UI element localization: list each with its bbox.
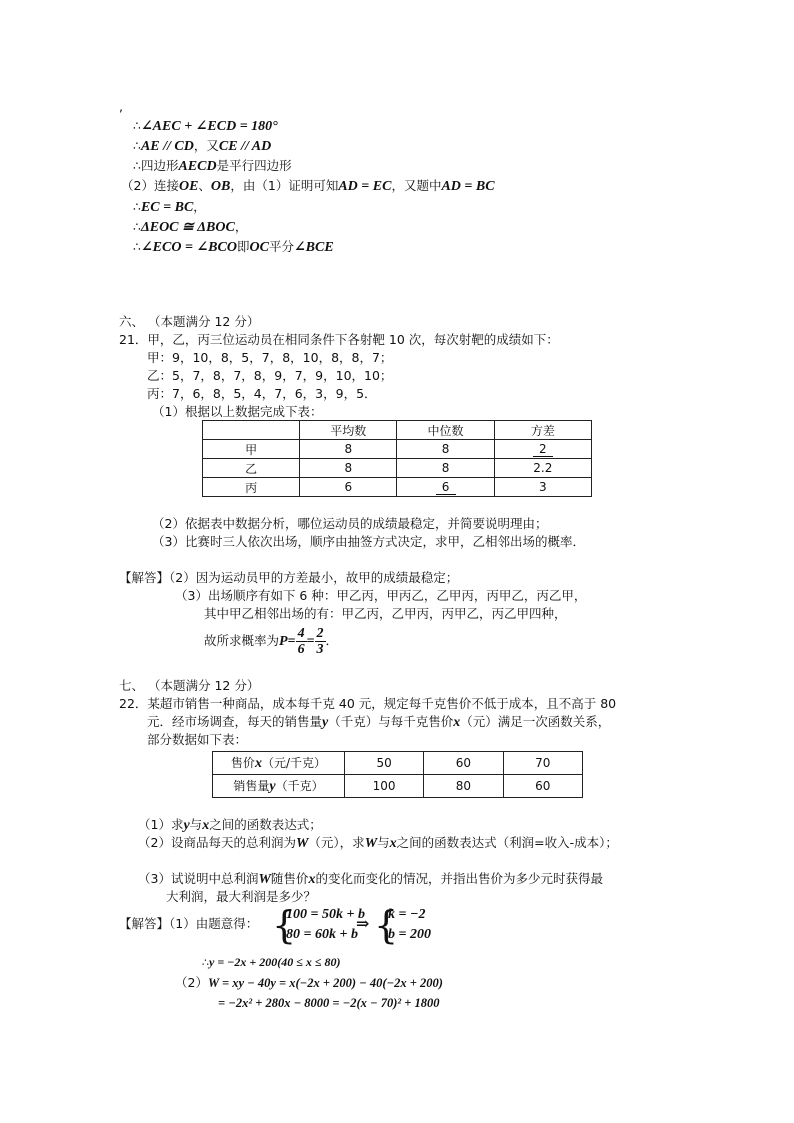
table-cell: 60 [424,752,503,775]
math-expr: y [269,779,276,794]
math-expr: ΔEOC ≅ ΔBOC [140,220,235,235]
proof-line-7 [133,238,334,257]
answer-22-part-2 [175,974,443,992]
therefore-symbol: ∴ [133,199,141,214]
math-expr: ∠AEC + ∠ECD = 180° [140,119,278,134]
table-cell: 8 [300,459,397,478]
fraction [296,626,307,657]
proof-line-3 [133,157,292,176]
math-expr: W = xy − 40y = x(−2x + 200) − 40(−2x + 200) [207,976,443,990]
table-row [213,752,583,775]
left-brace-2: { [374,903,399,947]
math-expr: W [364,836,378,851]
sub-question-1: （1）根据以上数据完成下表： [152,404,323,419]
question-22-line-2 [147,713,610,732]
math-expr: EC = BC [140,200,194,215]
text: 售价 [230,756,255,770]
proof-line-1 [133,117,278,136]
question-22-sub-3 [138,870,603,889]
section-7-heading: 七、 （本题满分 12 分） [119,678,260,693]
answer-22-result [202,953,340,972]
answer-22-line-1 [119,915,258,933]
math-expr: x [308,872,316,887]
text: （元），求 [308,835,365,850]
math-expr: OE [178,179,199,194]
math-expr: ∠ECO = ∠BCO [140,240,237,255]
numerator: 4 [297,626,305,641]
text: 与 [377,835,390,850]
math-expr: x [254,756,262,771]
text: （2）连接 [121,178,179,193]
text: 随售价 [270,871,309,886]
question-22-line-1: 22．某超市销售一种商品，成本每千克 40 元，规定每千克售价不低于成本，且不高于 80 [119,696,617,711]
math-expr: ∠BCE [293,240,334,255]
left-brace-1: { [272,903,297,947]
table-cell: 2.2 [494,459,591,478]
text: 之间的函数表达式（利润=收入-成本）； [396,835,618,850]
math-expr: OC [249,240,269,255]
math-expr: CE // AD [218,139,272,154]
answer-label: 【解答】 [119,916,170,931]
table-row-label [213,775,345,798]
table-header-mean: 平均数 [300,421,397,440]
text: （2） [175,975,208,990]
text: 之间的函数表达式； [209,817,322,832]
question-22-sub-3-cont: 大利润，最大利润是多少？ [166,889,317,904]
table-cell [494,440,591,459]
text: （1）由题意得： [169,916,259,931]
sales-table [212,751,583,798]
answer-21-line-1 [119,569,458,587]
text: （2）设商品每天的总利润为 [138,835,296,850]
table-header-row [203,421,592,440]
answer-22-part-2-line-2: = −2x² + 280x − 8000 = −2(x − 70)² + 1800 [218,996,440,1010]
text: ，由（1）证明可知 [230,178,339,193]
system-eq-1: 100 = 50k + b [286,907,365,922]
text: 故所求概率为 [204,633,280,648]
text: （1）求 [138,817,184,832]
system-eq-2: 80 = 60k + b [286,927,358,942]
proof-line-4 [121,177,495,196]
text: （3）试说明中总利润 [138,871,259,886]
table-cell [203,421,300,440]
table-cell: 8 [397,440,494,459]
answer-text: （2）因为运动员甲的方差最小，故甲的成绩最稳定； [169,570,459,585]
stray-mark: , [119,99,123,114]
data-yi: 乙：5，7，8，7，8，9，7，9，10，10； [147,368,393,383]
question-22-sub-2 [138,834,618,853]
text: （元）满足一次函数关系， [460,714,611,729]
math-expr: x [389,836,397,851]
math-expr: x [202,818,210,833]
math-expr: AD = EC [338,179,392,194]
text: ，又 [193,138,219,153]
denominator: 3 [316,642,324,657]
therefore-symbol: ∴ [133,219,141,234]
question-22-sub-1 [138,816,322,835]
stats-table [202,420,592,497]
text: （元/千克） [261,756,326,770]
proof-line-2 [133,137,271,156]
table-cell [397,478,494,497]
proof-line-6 [133,218,247,237]
text: ， [193,199,206,214]
math-expr: W [295,836,309,851]
math-expr: = [287,634,296,649]
answer-blank: 6 [436,480,456,495]
numerator: 2 [316,626,324,641]
text: ， [234,219,248,234]
table-cell: 100 [344,775,423,798]
table-cell: 甲 [203,440,300,459]
table-header-variance: 方差 [494,421,591,440]
answer-blank: 2 [533,442,553,457]
table-cell: 50 [344,752,423,775]
data-jia: 甲：9，10，8，5，7，8，10，8，8，7； [147,350,393,365]
math-expr: OB [210,179,231,194]
data-bing: 丙：7，6，8，5，4，7，6，3，9，5． [147,386,377,401]
text: （千克） [275,779,324,793]
math-expr: P [279,634,288,649]
fraction [315,626,326,657]
therefore-symbol: ∴ [202,956,209,969]
table-cell: 乙 [203,459,300,478]
table-cell: 80 [424,775,503,798]
text: 、 [198,178,211,193]
math-expr: y = −2x + 200(40 ≤ x ≤ 80) [209,955,341,969]
table-row-label [213,752,345,775]
text: 销售量 [233,779,270,793]
text: 元．经市场调查，每天的销售量 [147,714,323,729]
table-header-median: 中位数 [397,421,494,440]
text: 平分 [268,239,294,254]
text: （千克）与每千克售价 [328,714,454,729]
math-expr: W [258,872,271,887]
therefore-symbol: ∴ [133,239,141,254]
table-cell: 8 [300,440,397,459]
text: 的变化而变化的情况，并指出售价为多少元时获得最 [315,871,603,886]
therefore-symbol: ∴ [133,118,141,133]
table-cell: 70 [503,752,582,775]
sub-question-3: （3）比赛时三人依次出场，顺序由抽签方式决定，求甲，乙相邻出场的概率． [152,534,585,549]
denominator: 6 [297,642,305,657]
table-cell: 3 [494,478,591,497]
math-expr: y [183,818,190,833]
text: 即 [236,239,250,254]
table-row [203,478,592,497]
table-cell: 6 [300,478,397,497]
text: ． [325,633,339,648]
math-expr: AE // CD [140,139,194,154]
section-6-heading: 六、 （本题满分 12 分） [119,314,260,329]
math-expr: AECD [178,159,217,174]
sub-question-2: （2）依据表中数据分析，哪位运动员的成绩最稳定，并简要说明理由； [152,516,548,531]
text: ，又题中 [391,178,442,193]
answer-label: 【解答】 [119,570,170,585]
math-expr: x [453,715,461,730]
table-cell: 丙 [203,478,300,497]
text: 与 [189,817,203,832]
table-row [203,440,592,459]
answer-21-line-3: 其中甲乙相邻出场的有：甲乙丙，乙甲丙，丙甲乙，丙乙甲四种， [204,606,567,621]
math-expr: AD = BC [441,179,495,194]
table-row [203,459,592,478]
probability-line [204,626,338,657]
text: 是平行四边形 [216,158,292,173]
question-22-line-3: 部分数据如下表： [147,732,248,747]
therefore-symbol: ∴ [133,138,141,153]
table-cell: 60 [503,775,582,798]
table-row [213,775,583,798]
proof-line-5 [133,198,206,217]
math-expr: y [322,715,329,730]
implies-symbol: ⇒ [356,916,370,933]
question-21: 21．甲，乙，丙三位运动员在相同条件下各射靶 10 次，每次射靶的成绩如下： [119,332,559,347]
table-cell: 8 [397,459,494,478]
text: ∴四边形 [133,158,179,173]
solution-k: k = −2 [388,907,426,922]
solution-b: b = 200 [388,927,431,942]
math-expr: = [306,634,315,649]
answer-21-line-2: （3）出场顺序有如下 6 种：甲乙丙，甲丙乙，乙甲丙，丙甲乙，丙乙甲， [175,588,587,603]
